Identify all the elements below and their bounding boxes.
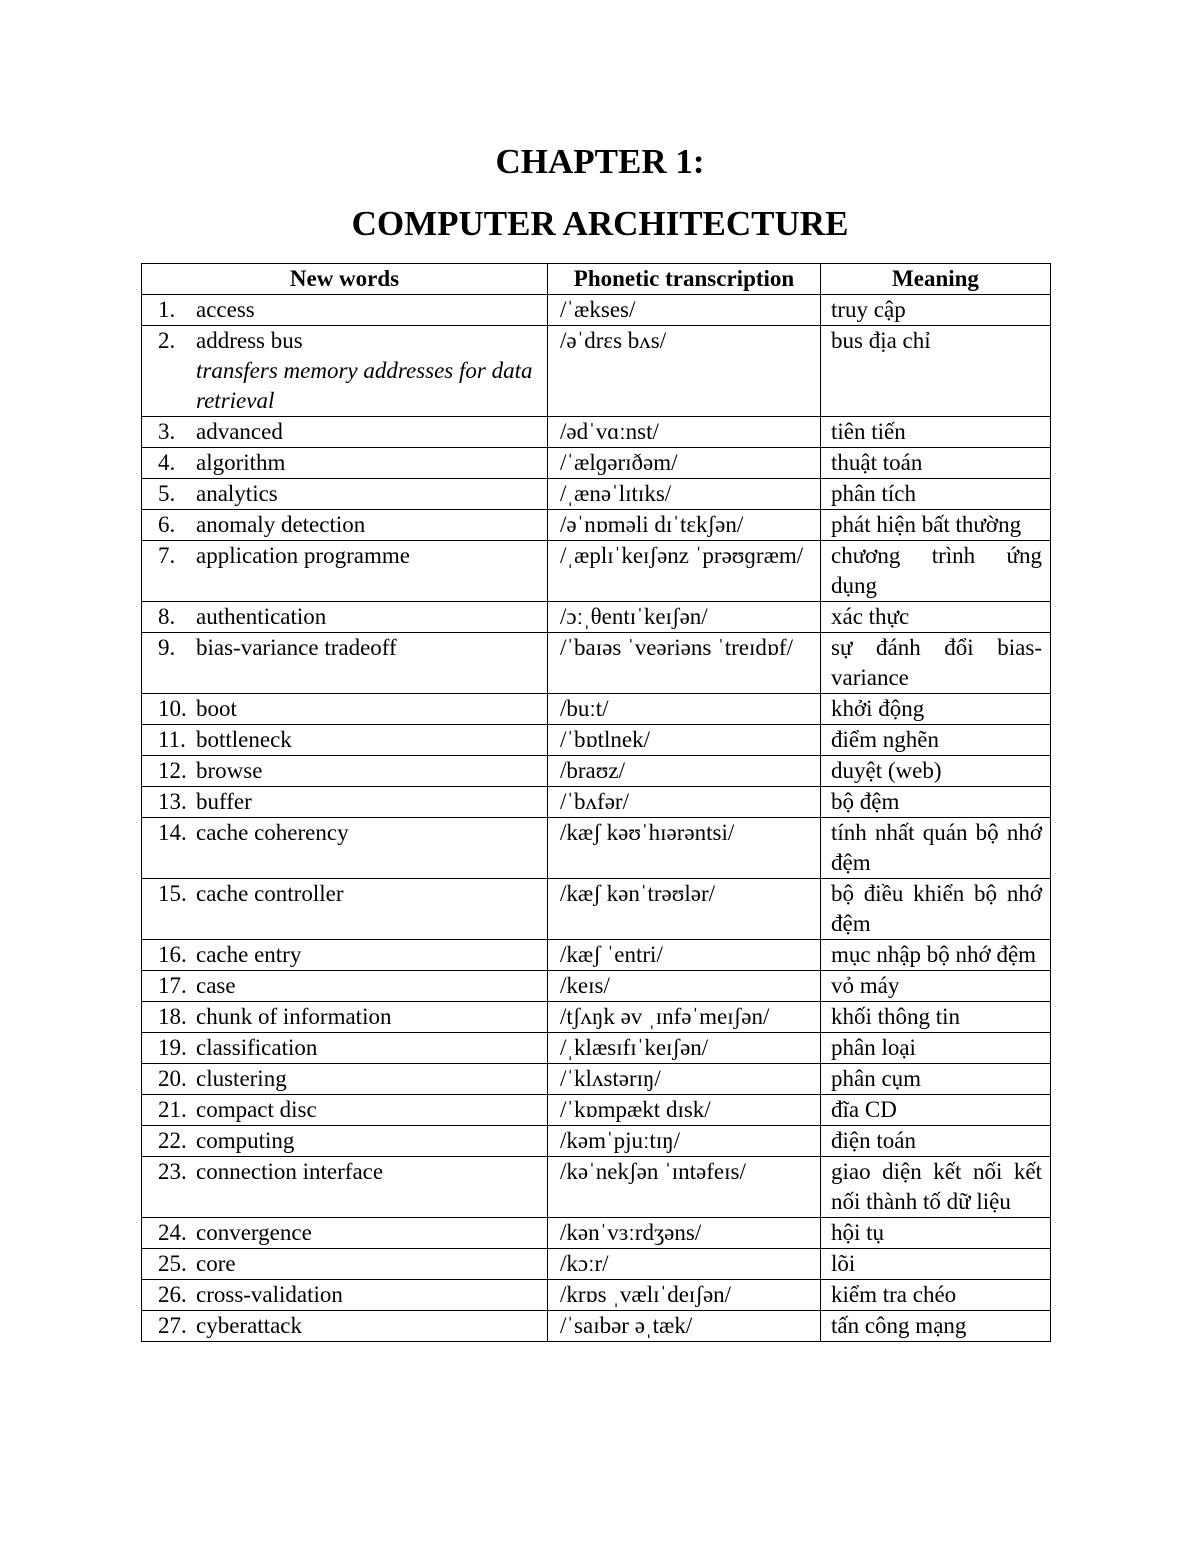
row-number: 19. — [158, 1035, 187, 1060]
row-number: 24. — [158, 1220, 187, 1245]
meaning-cell: mục nhập bộ nhớ đệm — [821, 940, 1051, 971]
row-number: 17. — [158, 973, 187, 998]
word-cell — [142, 1126, 548, 1157]
meaning-cell: tấn công mạng — [821, 1311, 1051, 1342]
phonetic-cell: /ɔːˌθentɪˈkeɪʃən/ — [548, 602, 821, 633]
row-number: 2. — [158, 328, 176, 353]
row-number: 7. — [158, 543, 176, 568]
vocab-word: analytics — [196, 481, 278, 506]
table-row — [142, 1218, 1051, 1249]
row-number: 8. — [158, 604, 176, 629]
word-cell — [142, 602, 548, 633]
meaning-cell: lõi — [821, 1249, 1051, 1280]
vocab-word: compact disc — [196, 1097, 317, 1122]
vocab-word: computing — [196, 1128, 295, 1153]
vocab-word: cross-validation — [196, 1282, 343, 1307]
meaning-cell: phân cụm — [821, 1064, 1051, 1095]
table-row — [142, 1095, 1051, 1126]
word-cell — [142, 1249, 548, 1280]
phonetic-cell: /keɪs/ — [548, 971, 821, 1002]
table-row — [142, 1157, 1051, 1218]
row-number: 11. — [158, 727, 186, 752]
phonetic-cell: /buːt/ — [548, 694, 821, 725]
meaning-cell: thuật toán — [821, 448, 1051, 479]
vocab-word: boot — [196, 696, 237, 721]
word-cell — [142, 694, 548, 725]
meaning-cell: bộ điều khiển bộ nhớ đệm — [821, 879, 1051, 940]
meaning-cell: hội tụ — [821, 1218, 1051, 1249]
table-row — [142, 756, 1051, 787]
vocab-word: case — [196, 973, 236, 998]
vocab-word: anomaly detection — [196, 512, 366, 537]
header-phonetic: Phonetic transcription — [548, 264, 821, 295]
word-cell — [142, 787, 548, 818]
row-number: 25. — [158, 1251, 187, 1276]
phonetic-cell: /kəˈnekʃən ˈɪntəfeɪs/ — [548, 1157, 821, 1218]
table-row — [142, 510, 1051, 541]
table-row — [142, 633, 1051, 694]
vocab-word: cache entry — [196, 942, 302, 967]
meaning-cell: tính nhất quán bộ nhớ đệm — [821, 818, 1051, 879]
phonetic-cell: /əˈnɒməli dɪˈtɛkʃən/ — [548, 510, 821, 541]
meaning-cell: phát hiện bất thường — [821, 510, 1051, 541]
chapter-title: CHAPTER 1: — [495, 142, 705, 181]
meaning-cell: sự đánh đổi bias-variance — [821, 633, 1051, 694]
vocab-word: cache controller — [196, 881, 344, 906]
meaning-cell: phân loại — [821, 1033, 1051, 1064]
phonetic-cell: /braʊz/ — [548, 756, 821, 787]
row-number: 5. — [158, 481, 176, 506]
meaning-cell: giao diện kết nối kết nối thành tố dữ liệu — [821, 1157, 1051, 1218]
table-row — [142, 1126, 1051, 1157]
meaning-cell: truy cập — [821, 295, 1051, 326]
phonetic-cell: /ˈsaɪbər əˌtæk/ — [548, 1311, 821, 1342]
row-number: 6. — [158, 512, 176, 537]
word-cell — [142, 633, 548, 694]
phonetic-cell: /kæʃ kəʊˈhɪərəntsi/ — [548, 818, 821, 879]
vocab-word: convergence — [196, 1220, 312, 1245]
word-cell — [142, 1157, 548, 1218]
vocab-word: core — [196, 1251, 236, 1276]
row-number: 13. — [158, 789, 187, 814]
row-number: 15. — [158, 881, 187, 906]
row-number: 26. — [158, 1282, 187, 1307]
word-cell — [142, 879, 548, 940]
word-cell — [142, 417, 548, 448]
table-row — [142, 1002, 1051, 1033]
meaning-cell: đĩa CD — [821, 1095, 1051, 1126]
vocab-word: buffer — [196, 789, 252, 814]
vocab-word: authentication — [196, 604, 327, 629]
table-row — [142, 725, 1051, 756]
word-definition: transfers memory addresses for data retrieval — [196, 358, 533, 413]
phonetic-cell: /ˈækses/ — [548, 295, 821, 326]
meaning-cell: bộ đệm — [821, 787, 1051, 818]
row-number: 27. — [158, 1313, 187, 1338]
meaning-cell: bus địa chỉ — [821, 326, 1051, 417]
phonetic-cell: /kæʃ ˈentri/ — [548, 940, 821, 971]
word-cell — [142, 295, 548, 326]
phonetic-cell: /ˈkɒmpækt dɪsk/ — [548, 1095, 821, 1126]
phonetic-cell: /ˌklæsɪfɪˈkeɪʃən/ — [548, 1033, 821, 1064]
table-row — [142, 1311, 1051, 1342]
phonetic-cell: /tʃʌŋk əv ˌɪnfəˈmeɪʃən/ — [548, 1002, 821, 1033]
word-cell — [142, 725, 548, 756]
vocab-word: classification — [196, 1035, 318, 1060]
vocab-word: cyberattack — [196, 1313, 302, 1338]
vocab-word: application programme — [196, 543, 410, 568]
table-row — [142, 295, 1051, 326]
phonetic-cell: /ədˈvɑːnst/ — [548, 417, 821, 448]
table-row — [142, 1249, 1051, 1280]
table-body — [142, 295, 1051, 1342]
word-cell — [142, 1311, 548, 1342]
vocab-word: algorithm — [196, 450, 286, 475]
vocabulary-table — [141, 263, 1051, 1342]
word-cell — [142, 1280, 548, 1311]
table-row — [142, 818, 1051, 879]
word-cell — [142, 971, 548, 1002]
row-number: 16. — [158, 942, 187, 967]
table-row — [142, 879, 1051, 940]
word-cell — [142, 541, 548, 602]
vocab-word: bottleneck — [196, 727, 292, 752]
phonetic-cell: /ˌænəˈlɪtɪks/ — [548, 479, 821, 510]
word-cell — [142, 1095, 548, 1126]
word-cell — [142, 510, 548, 541]
word-cell — [142, 1002, 548, 1033]
phonetic-cell: /kɔːr/ — [548, 1249, 821, 1280]
meaning-cell: vỏ máy — [821, 971, 1051, 1002]
header-new-words: New words — [142, 264, 548, 295]
vocab-word: chunk of information — [196, 1004, 392, 1029]
row-number: 21. — [158, 1097, 187, 1122]
row-number: 4. — [158, 450, 176, 475]
table-row — [142, 971, 1051, 1002]
row-number: 10. — [158, 696, 187, 721]
table-row — [142, 1280, 1051, 1311]
vocab-word: bias-variance tradeoff — [196, 635, 397, 660]
header-meaning: Meaning — [821, 264, 1051, 295]
phonetic-cell: /əˈdrɛs bʌs/ — [548, 326, 821, 417]
word-cell — [142, 326, 548, 417]
phonetic-cell: /kəmˈpjuːtɪŋ/ — [548, 1126, 821, 1157]
vocab-word: browse — [196, 758, 263, 783]
vocab-word: cache coherency — [196, 820, 349, 845]
vocab-word: address bus — [196, 328, 303, 353]
meaning-cell: phân tích — [821, 479, 1051, 510]
word-cell — [142, 1033, 548, 1064]
phonetic-cell: /ˈbaɪəs ˈveəriəns ˈtreɪdɒf/ — [548, 633, 821, 694]
vocab-word: access — [196, 297, 255, 322]
vocab-word: advanced — [196, 419, 283, 444]
row-number: 23. — [158, 1159, 187, 1184]
meaning-cell: điểm nghẽn — [821, 725, 1051, 756]
word-cell — [142, 818, 548, 879]
table-row — [142, 1064, 1051, 1095]
phonetic-cell: /krɒs ˌvælɪˈdeɪʃən/ — [548, 1280, 821, 1311]
table-row — [142, 541, 1051, 602]
word-cell — [142, 940, 548, 971]
meaning-cell: điện toán — [821, 1126, 1051, 1157]
row-number: 20. — [158, 1066, 187, 1091]
table-header-row — [142, 264, 1051, 295]
table-row — [142, 787, 1051, 818]
word-cell — [142, 1218, 548, 1249]
table-row — [142, 417, 1051, 448]
row-number: 1. — [158, 297, 176, 322]
word-cell — [142, 1064, 548, 1095]
meaning-cell: kiểm tra chéo — [821, 1280, 1051, 1311]
row-number: 14. — [158, 820, 187, 845]
table-row — [142, 940, 1051, 971]
table-row — [142, 326, 1051, 417]
meaning-cell: tiên tiến — [821, 417, 1051, 448]
row-number: 22. — [158, 1128, 187, 1153]
row-number: 12. — [158, 758, 187, 783]
phonetic-cell: /ˌæplɪˈkeɪʃənz ˈprəʊɡræm/ — [548, 541, 821, 602]
table-row — [142, 479, 1051, 510]
table-row — [142, 694, 1051, 725]
word-cell — [142, 479, 548, 510]
row-number: 18. — [158, 1004, 187, 1029]
phonetic-cell: /ˈbɒtlnek/ — [548, 725, 821, 756]
meaning-cell: khởi động — [821, 694, 1051, 725]
phonetic-cell: /ˈklʌstərɪŋ/ — [548, 1064, 821, 1095]
phonetic-cell: /ˈbʌfər/ — [548, 787, 821, 818]
vocab-word: clustering — [196, 1066, 287, 1091]
row-number: 9. — [158, 635, 176, 660]
meaning-cell: duyệt (web) — [821, 756, 1051, 787]
meaning-cell: xác thực — [821, 602, 1051, 633]
phonetic-cell: /kənˈvɜːrdʒəns/ — [548, 1218, 821, 1249]
phonetic-cell: /kæʃ kənˈtrəʊlər/ — [548, 879, 821, 940]
row-number: 3. — [158, 419, 176, 444]
meaning-cell: chương trình ứng dụng — [821, 541, 1051, 602]
table-row — [142, 448, 1051, 479]
word-cell — [142, 448, 548, 479]
chapter-subtitle: COMPUTER ARCHITECTURE — [351, 204, 849, 243]
table-row — [142, 602, 1051, 633]
word-cell — [142, 756, 548, 787]
table-row — [142, 1033, 1051, 1064]
vocab-word: connection interface — [196, 1159, 384, 1184]
phonetic-cell: /ˈælɡərɪðəm/ — [548, 448, 821, 479]
meaning-cell: khối thông tin — [821, 1002, 1051, 1033]
